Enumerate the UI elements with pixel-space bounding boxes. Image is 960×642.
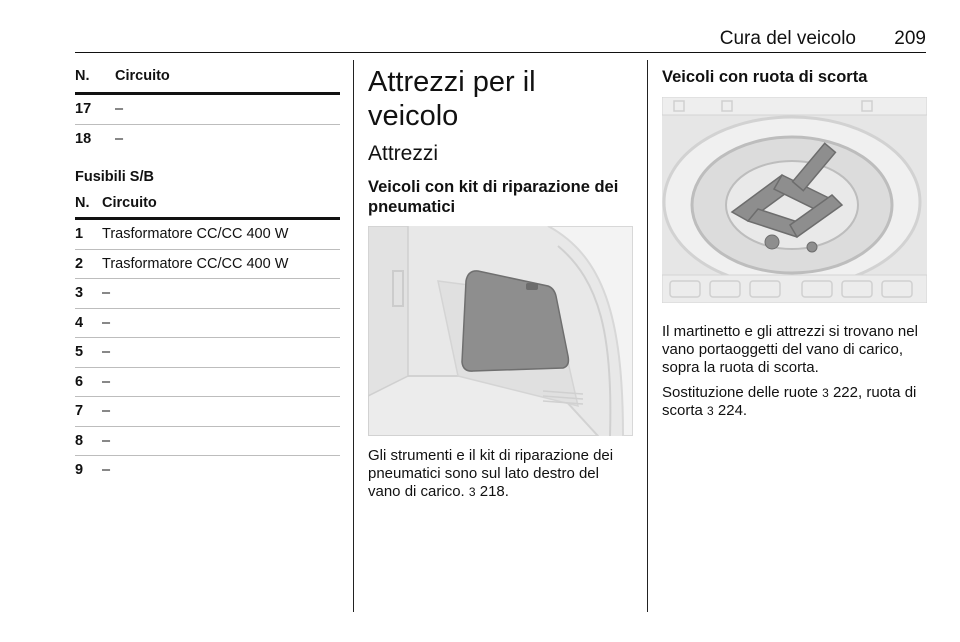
fuse-circuit: – (102, 462, 111, 479)
fuse-number: 2 (75, 255, 84, 272)
header-circuit: Circuito (102, 195, 157, 211)
column-vehicle-tools (368, 60, 633, 501)
wheel-change-reference-text (662, 384, 927, 420)
table-row (75, 427, 340, 457)
fuse-circuit: Trasformatore CC/CC 400 W (102, 255, 289, 272)
table-row (75, 338, 340, 368)
column-divider (353, 60, 354, 612)
fuse-circuit: – (102, 432, 111, 449)
fuse-number: 7 (75, 403, 84, 420)
fuse-number: 9 (75, 462, 84, 479)
page-reference: 218. (479, 483, 509, 500)
column-fuse-tables (75, 60, 340, 485)
table-row (75, 456, 340, 485)
fuse-circuit: Trasformatore CC/CC 400 W (102, 226, 289, 243)
fuse-circuit: – (102, 314, 111, 331)
fuse-circuit: – (115, 101, 124, 118)
fuse-number: 18 (75, 130, 92, 147)
fuse-table-2 (75, 189, 340, 485)
wheel-change-label: Sostituzione delle ruote (662, 384, 818, 401)
column-spare-wheel (662, 60, 927, 420)
fuse-circuit: – (102, 403, 111, 420)
fuse-table-1 (75, 60, 340, 153)
fuse-circuit: – (102, 285, 111, 302)
header-number: N. (75, 195, 90, 211)
page-reference-icon: 3 (468, 485, 476, 499)
subsection-heading: Veicoli con kit di riparazione dei pneumatici (368, 178, 619, 216)
fuse-circuit: – (115, 130, 124, 147)
page-number: 209 (894, 28, 926, 49)
table-row (75, 95, 340, 125)
section-subtitle: Attrezzi (368, 142, 439, 165)
table-row (75, 309, 340, 339)
fuse-number: 6 (75, 373, 84, 390)
tools-location-sentence: Gli strumenti e il kit di riparazione dei pneumatici sono sul lato destro del vano di carico. (368, 447, 614, 500)
table-caption: Fusibili S/B (75, 169, 154, 185)
table-header (75, 189, 340, 220)
spare-wheel-location-text: Il martinetto e gli attrezzi si trovano nel vano portaoggetti del vano di carico, sopra la ruota di scorta. (662, 323, 918, 376)
column-divider (647, 60, 648, 612)
page-reference: 224. (717, 402, 748, 419)
page-header (75, 26, 926, 53)
trunk-tool-compartment-illustration (368, 226, 633, 436)
table-row (75, 220, 340, 250)
spare-wheel-graphic (662, 97, 927, 303)
subsection-heading: Veicoli con ruota di scorta (662, 68, 868, 86)
header-circuit: Circuito (115, 68, 170, 84)
header-number: N. (75, 68, 90, 84)
table-row (75, 279, 340, 309)
fuse-number: 5 (75, 344, 84, 361)
page-reference-icon: 3 (707, 404, 714, 418)
table-row (75, 125, 340, 154)
table-row (75, 368, 340, 398)
page-reference-icon: 3 (822, 386, 829, 400)
table-header (75, 60, 340, 95)
tools-location-text (368, 447, 633, 501)
fuse-number: 17 (75, 101, 92, 118)
table-row (75, 397, 340, 427)
fuse-number: 8 (75, 432, 84, 449)
header-section-title: Cura del veicolo (719, 28, 856, 49)
fuse-number: 4 (75, 314, 84, 331)
fuse-number: 1 (75, 226, 84, 243)
trunk-illustration-graphic (368, 226, 633, 436)
fuse-number: 3 (75, 285, 84, 302)
page-reference: 222, ruota di scorta (662, 384, 917, 419)
section-title: Attrezzi per il veicolo (368, 66, 536, 132)
fuse-circuit: – (102, 344, 111, 361)
spare-wheel-jack-illustration (662, 97, 927, 303)
table-row (75, 250, 340, 280)
fuse-circuit: – (102, 373, 111, 390)
